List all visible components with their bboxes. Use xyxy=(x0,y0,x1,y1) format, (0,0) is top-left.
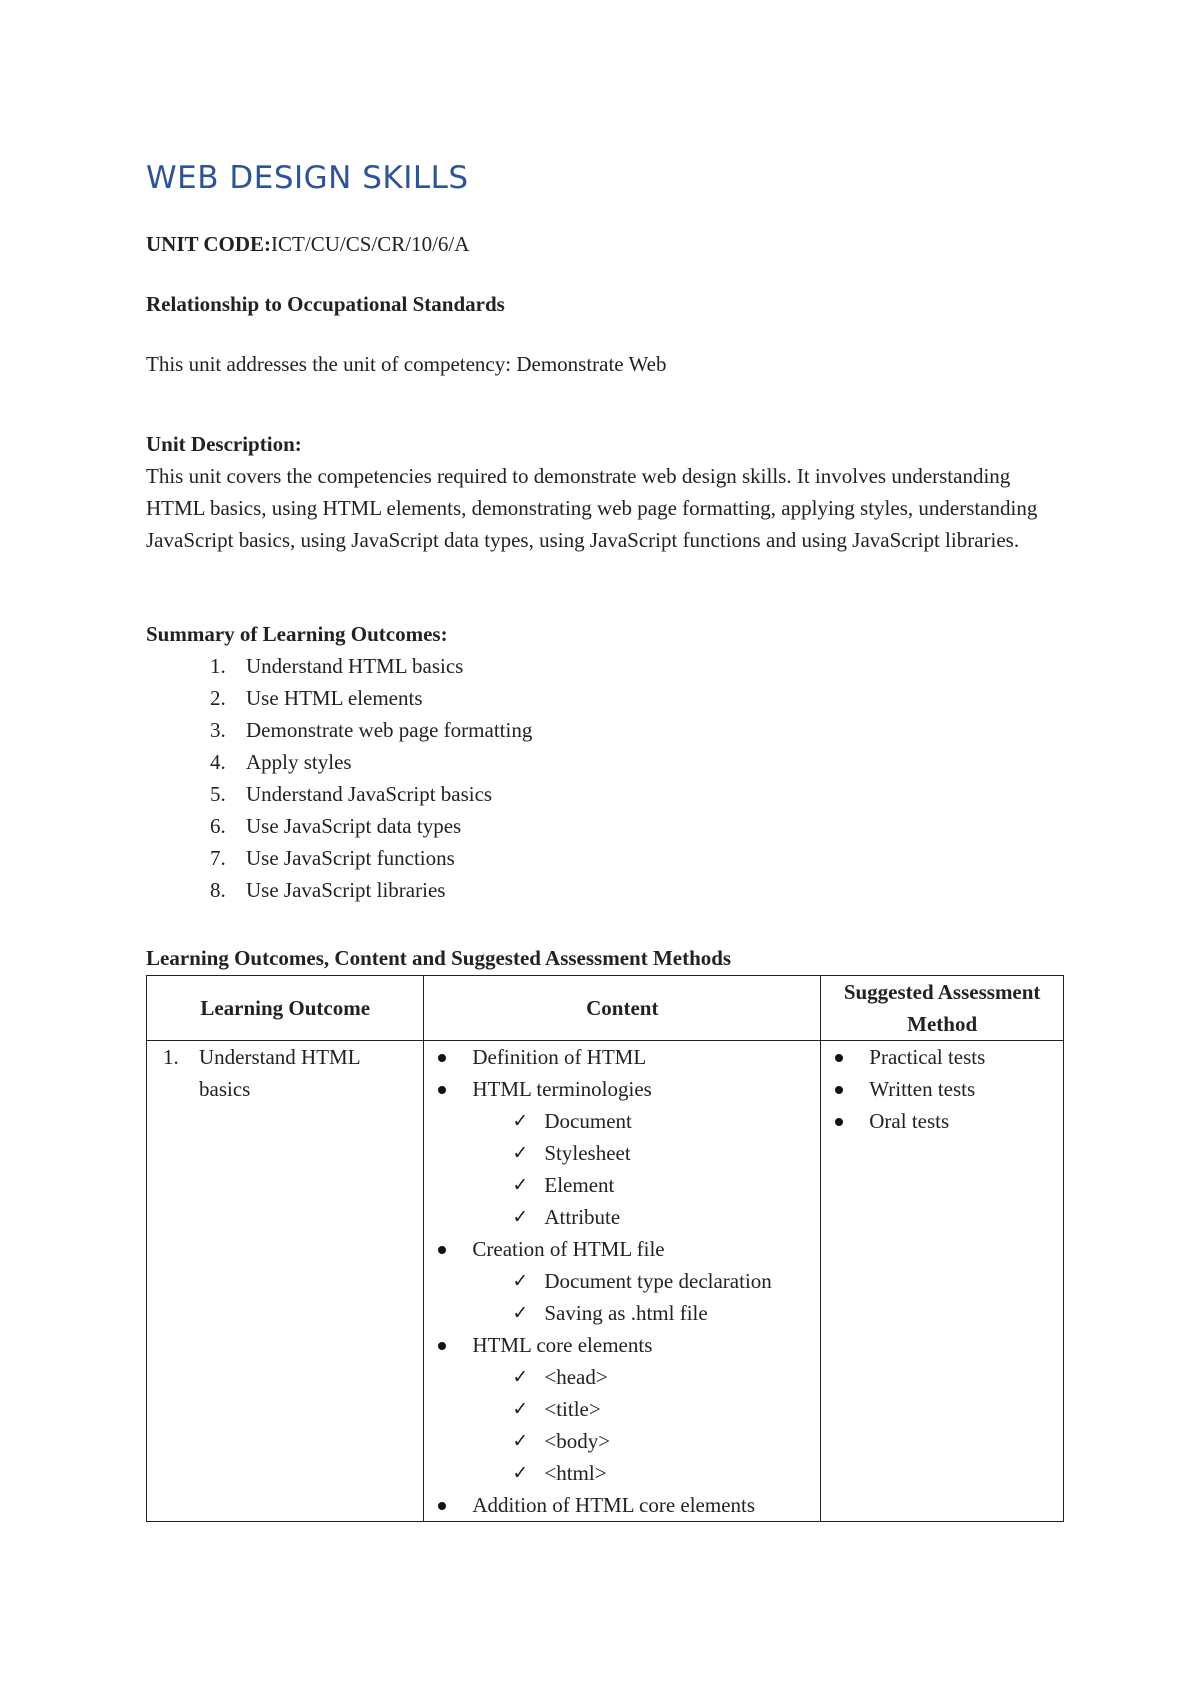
content-subitem: ✓ Attribute xyxy=(424,1201,820,1233)
unit-description-text: This unit covers the competencies required to demonstrate web design skills. It involves understanding HTML basics, using HTML elements, demonstrating web page formatting, applying styles, understanding JavaScript basics, using JavaScript data types, using JavaScript functions and using JavaScript libraries. xyxy=(146,464,1038,552)
content-subitem: ✓ Saving as .html file xyxy=(424,1297,820,1329)
content-bullet: HTML core elements xyxy=(424,1329,820,1361)
content-subitem: ✓ Stylesheet xyxy=(424,1137,820,1169)
outcome-item: 1. Understand HTML basics xyxy=(163,1045,360,1101)
unit-code-line xyxy=(146,228,469,260)
bullet-dot-icon xyxy=(835,1086,843,1094)
checkmark-icon: ✓ xyxy=(512,1398,529,1420)
list-item: 2. Use HTML elements xyxy=(210,686,423,710)
table-row xyxy=(147,1041,1064,1522)
content-bullet: Addition of HTML core elements xyxy=(424,1489,820,1521)
list-item: 1. Understand HTML basics xyxy=(210,654,464,678)
bullet-dot-icon xyxy=(438,1502,446,1510)
header-assessment-method: Suggested Assessment Method xyxy=(821,976,1064,1041)
content-subitem: ✓ <title> xyxy=(424,1393,820,1425)
list-item: 8. Use JavaScript libraries xyxy=(210,878,446,902)
content-subitem: ✓ <body> xyxy=(424,1425,820,1457)
content-subitem: ✓ <html> xyxy=(424,1457,820,1489)
table-header-row xyxy=(147,976,1064,1041)
bullet-dot-icon xyxy=(835,1118,843,1126)
content-bullet: HTML terminologies xyxy=(424,1073,820,1105)
summary-heading: Summary of Learning Outcomes: xyxy=(146,622,448,646)
content-subitem: ✓ Document xyxy=(424,1105,820,1137)
bullet-dot-icon xyxy=(438,1086,446,1094)
learning-outcomes-list xyxy=(146,650,532,906)
bullet-dot-icon xyxy=(438,1054,446,1062)
bullet-dot-icon xyxy=(438,1342,446,1350)
learning-outcomes-table xyxy=(146,975,1064,1522)
checkmark-icon: ✓ xyxy=(512,1430,529,1452)
content-bullet: Creation of HTML file xyxy=(424,1233,820,1265)
checkmark-icon: ✓ xyxy=(512,1462,529,1484)
relationship-heading: Relationship to Occupational Standards xyxy=(146,292,505,316)
checkmark-icon: ✓ xyxy=(512,1142,529,1164)
content-subitem: ✓ Element xyxy=(424,1169,820,1201)
content-bullet: Definition of HTML xyxy=(424,1041,820,1073)
checkmark-icon: ✓ xyxy=(512,1206,529,1228)
list-item: 7. Use JavaScript functions xyxy=(210,846,455,870)
content-subitem: ✓ Document type declaration xyxy=(424,1265,794,1297)
header-learning-outcome: Learning Outcome xyxy=(147,976,424,1041)
table-heading: Learning Outcomes, Content and Suggested Assessment Methods xyxy=(146,946,732,970)
list-item: 5. Understand JavaScript basics xyxy=(210,782,493,806)
assessment-bullet: Practical tests xyxy=(821,1041,1063,1073)
assessment-bullet: Written tests xyxy=(821,1073,1063,1105)
unit-description-heading: Unit Description: xyxy=(146,432,302,456)
relationship-text: This unit addresses the unit of competency: Demonstrate Web xyxy=(146,352,667,376)
list-item: 3. Demonstrate web page formatting xyxy=(210,718,533,742)
assessment-bullet: Oral tests xyxy=(821,1105,1063,1137)
document-title: WEB DESIGN SKILLS xyxy=(146,160,469,196)
checkmark-icon: ✓ xyxy=(512,1174,529,1196)
unit-code-label: UNIT CODE: xyxy=(146,232,272,256)
header-content: Content xyxy=(424,976,821,1041)
checkmark-icon: ✓ xyxy=(512,1270,529,1292)
unit-code-value: ICT/CU/CS/CR/10/6/A xyxy=(271,232,470,256)
checkmark-icon: ✓ xyxy=(512,1366,529,1388)
bullet-dot-icon xyxy=(835,1054,843,1062)
assessment-cell xyxy=(821,1041,1064,1522)
list-item: 4. Apply styles xyxy=(210,750,352,774)
checkmark-icon: ✓ xyxy=(512,1302,529,1324)
bullet-dot-icon xyxy=(438,1246,446,1254)
list-item: 6. Use JavaScript data types xyxy=(210,814,462,838)
checkmark-icon: ✓ xyxy=(512,1110,529,1132)
content-subitem: ✓ <head> xyxy=(424,1361,820,1393)
outcome-cell xyxy=(147,1041,424,1522)
content-cell xyxy=(424,1041,821,1522)
